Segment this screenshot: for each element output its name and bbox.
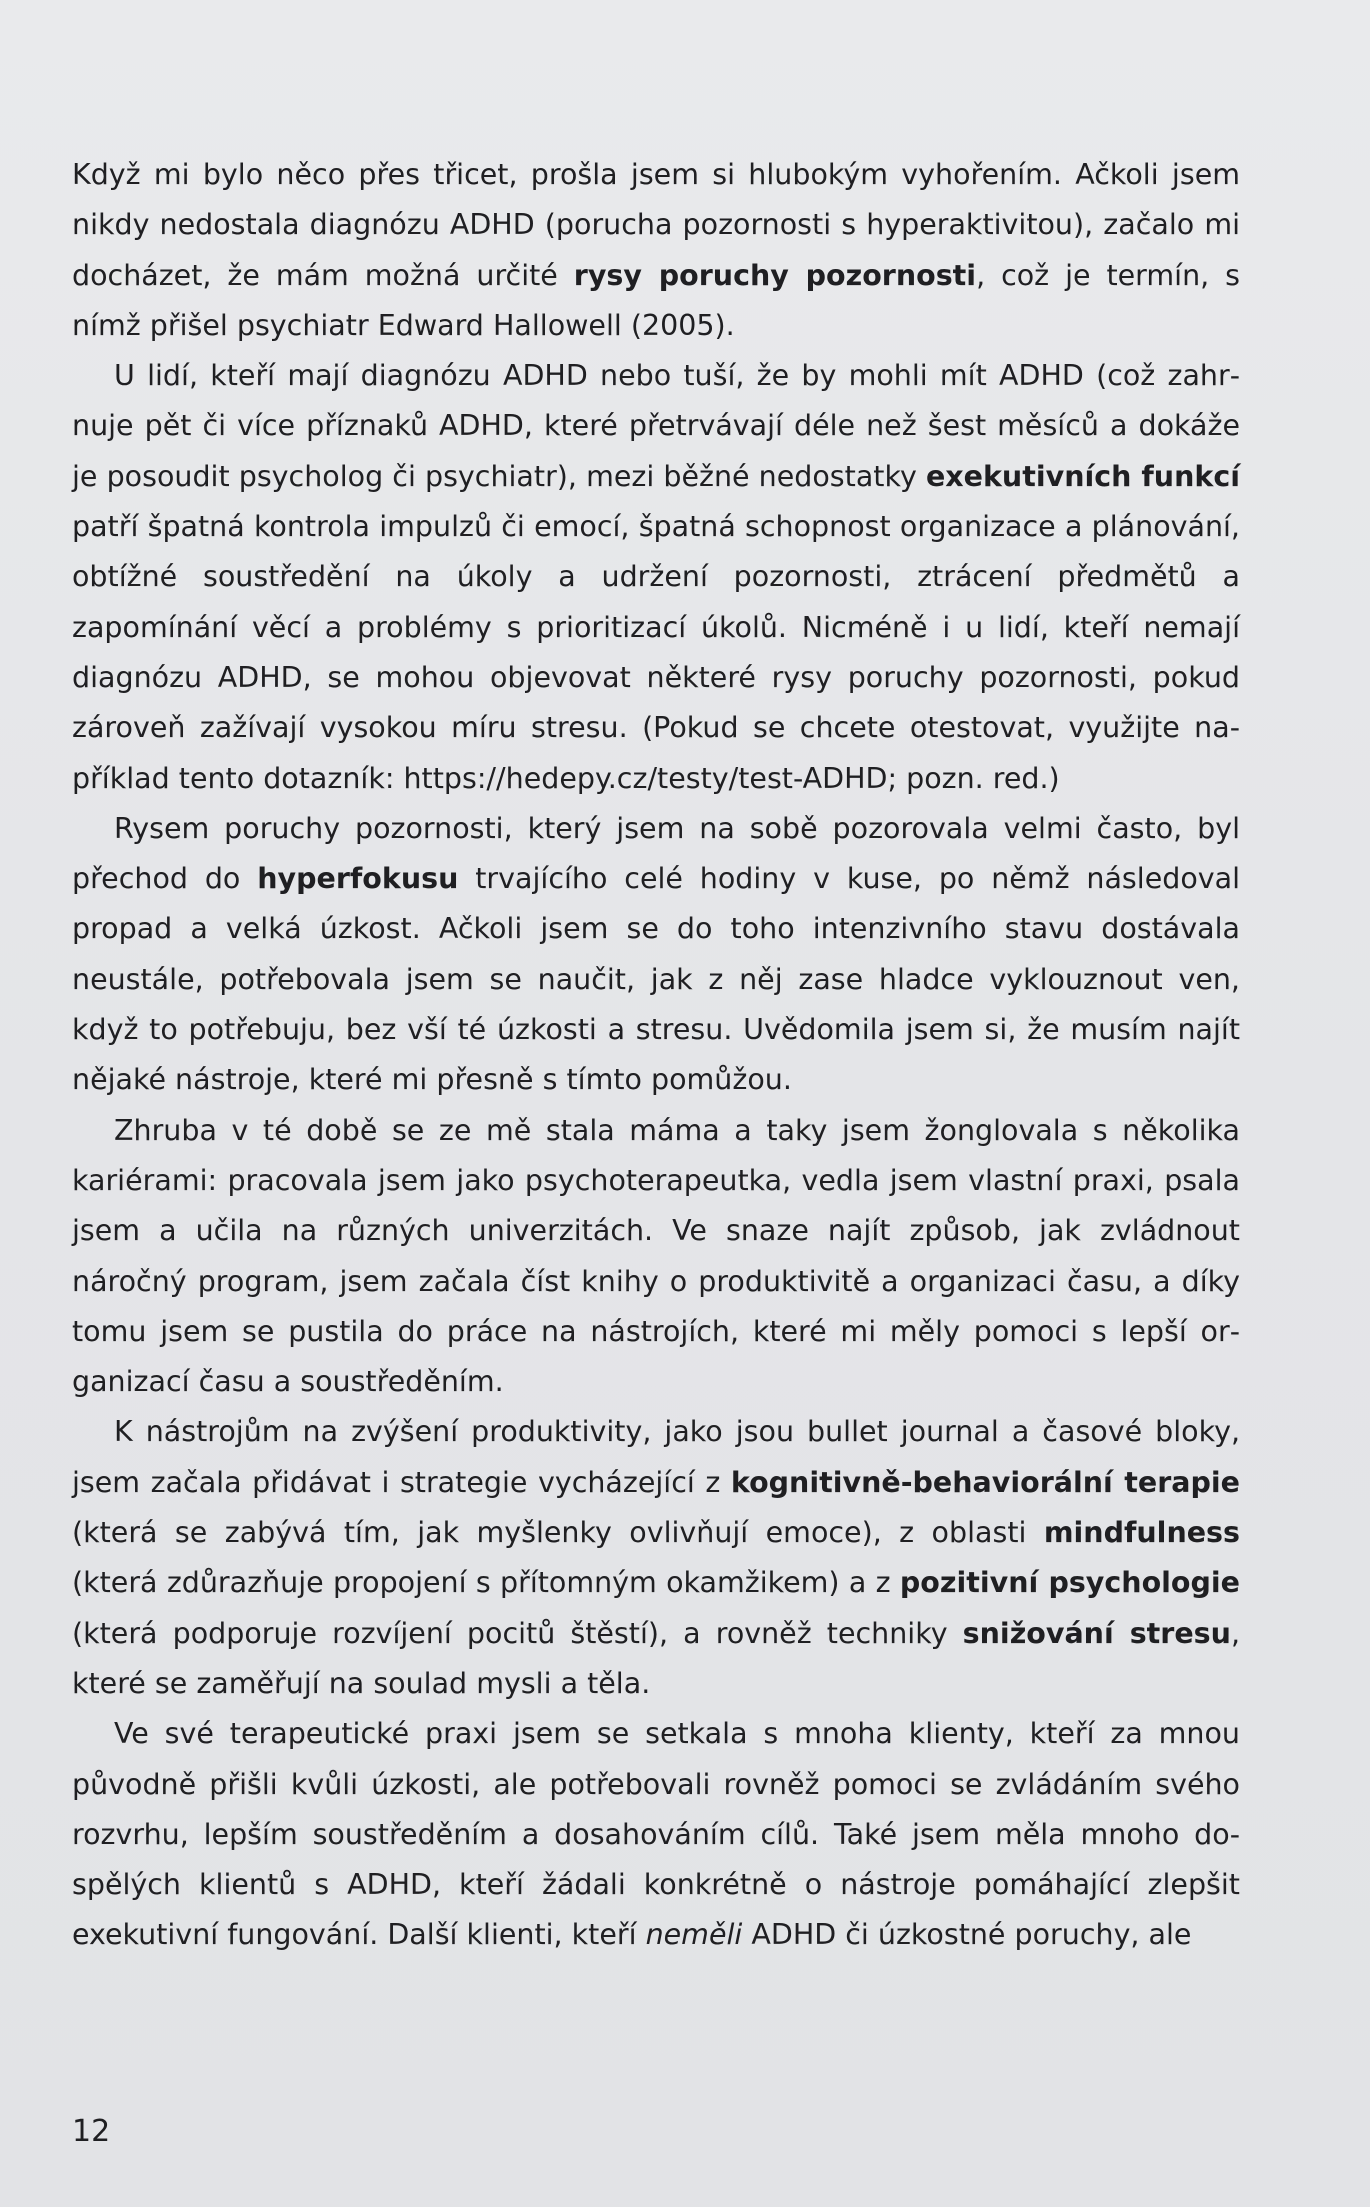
- book-page-body: [72, 150, 1240, 1961]
- paragraph-1: [72, 150, 1240, 351]
- bold-term: snižování stresu: [962, 1616, 1231, 1650]
- text-run: K nástrojům na zvýšení produktivity, jako jsou bullet journal a časové bloky, jsem začala přidávat i strategie vycházející z: [72, 1415, 1240, 1499]
- paragraph-5: [72, 1407, 1240, 1709]
- text-run: patří špatná kontrola impulzů či emocí, špatná schopnost organizace a plánování, obtížné soustředění na úkoly a udržení pozornosti, ztrácení předmětů a zapomínání věcí a problémy s prioritizací úkolů. Nicméně i u lidí, kteří nemají diagnózu ADHD, se mohou objevovat některé rysy poruchy pozornosti, pokud zároveň zažívají vysokou míru stresu. (Pokud se chcete otestovat, využijte například tento dotazník: https://hedepy.cz/testy/test-ADHD; pozn. red.): [72, 510, 1240, 795]
- text-run: , které se zaměřují na soulad mysli a těla.: [72, 1616, 1240, 1700]
- italic-term: neměli: [645, 1918, 743, 1952]
- text-run: ADHD či úzkostné poruchy, ale: [742, 1918, 1192, 1952]
- text-run: , což je termín, s nímž přišel psychiatr Edward Hallowell (2005).: [72, 258, 1240, 342]
- text-run: (která podporuje rozvíjení pocitů štěstí), a rovněž techniky: [72, 1616, 963, 1650]
- bold-term: mindfulness: [1043, 1516, 1240, 1550]
- bold-term: kognitivně-behaviorální terapie: [730, 1465, 1240, 1499]
- bold-term: pozitivní psychologie: [899, 1566, 1240, 1600]
- text-run: Rysem poruchy pozornosti, který jsem na sobě pozorovala velmi často, byl přechod do: [72, 811, 1240, 896]
- text-run: trvajícího celé hodiny v kuse, po němž následoval propad a velká úzkost. Ačkoli jsem se do toho intenzivního stavu dostávala neustále, potřebovala jsem se naučit, jak z něj zase hladce vyklouznout ven, když to potřebuju, bez vší té úzkosti a stresu. Uvědomila jsem si, že musím najít nějaké nástroje, které mi přesně s tímto pomůžou.: [72, 862, 1241, 1097]
- paragraph-6: [72, 1709, 1240, 1960]
- text-run: U lidí, kteří mají diagnózu ADHD nebo tuší, že by mohli mít ADHD (což zahrnuje pět či více příznaků ADHD, které přetrvávají déle než šest měsíců a dokáže je posoudit psycholog či psychiatr), mezi běžné nedostatky: [72, 359, 1240, 493]
- text-run: (která se zabývá tím, jak myšlenky ovlivňují emoce), z oblasti: [72, 1516, 1044, 1550]
- text-run: (která zdůrazňuje propojení s přítomným okamžikem) a z: [72, 1566, 900, 1600]
- page-number: 12: [72, 2114, 111, 2149]
- text-run: Když mi bylo něco přes třicet, prošla jsem si hlubokým vyhořením. Ačkoli jsem nikdy nedostala diagnózu ADHD (porucha pozornosti s hyperaktivitou), začalo mi docházet, že mám možná určité: [72, 158, 1240, 292]
- paragraph-2: [72, 351, 1240, 804]
- bold-term: exekutivních funkcí: [925, 459, 1241, 493]
- text-run: Ve své terapeutické praxi jsem se setkala s mnoha klienty, kteří za mnou původně přišli kvůli úzkosti, ale potřebovali rovněž pomoci se zvládáním svého rozvrhu, lepším soustředěním a dosahováním cílů. Také jsem měla mnoho dospělých klientů s ADHD, kteří žádali konkrétně o nástroje pomáhající zlepšit exekutivní fungování. Další klienti, kteří: [72, 1717, 1240, 1952]
- bold-term: hyperfokusu: [257, 862, 459, 896]
- text-run: Zhruba v té době se ze mě stala máma a taky jsem žonglovala s několika kariérami: pracovala jsem jako psychoterapeutka, vedla jsem vlastní praxi, psala jsem a učila na různých univerzitách. Ve snaze najít způsob, jak zvládnout náročný program, jsem začala číst knihy o produktivitě a organizaci času, a díky tomu jsem se pustila do práce na nástrojích, které mi měly pomoci s lepší organizací času a soustředěním.: [72, 1113, 1240, 1399]
- paragraph-3: [72, 804, 1240, 1106]
- paragraph-4: [72, 1106, 1240, 1408]
- bold-term: rysy poruchy pozornosti: [573, 258, 977, 292]
